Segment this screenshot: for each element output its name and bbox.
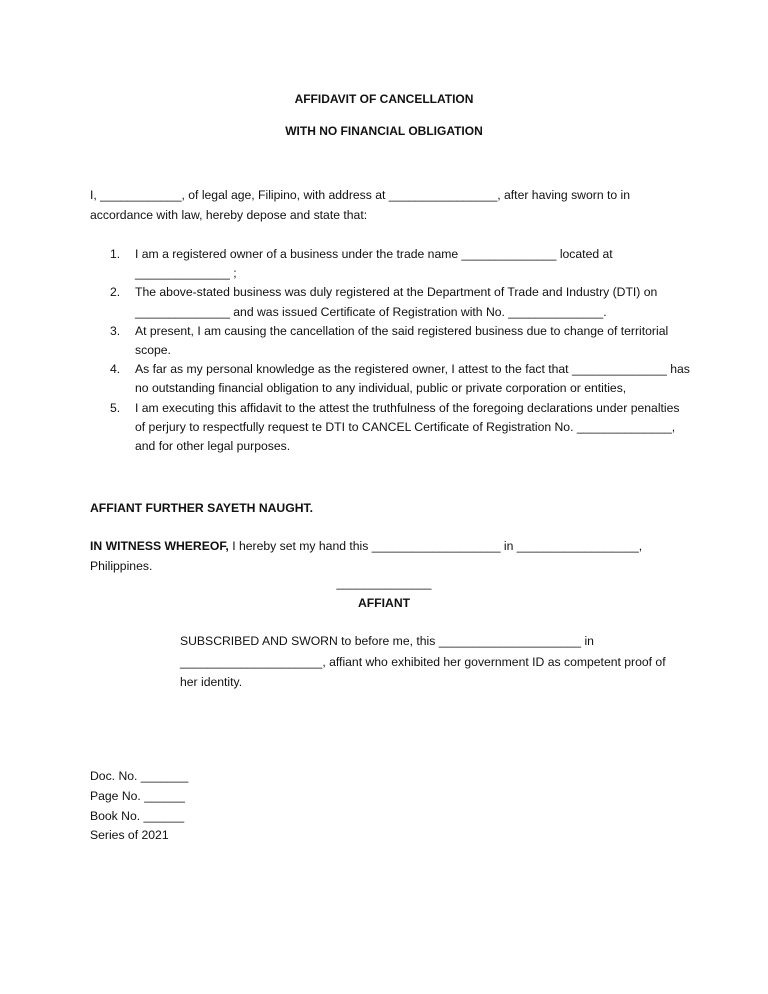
document-subtitle: WITH NO FINANCIAL OBLIGATION bbox=[285, 124, 483, 138]
sayeth-naught-statement: AFFIANT FURTHER SAYETH NAUGHT. bbox=[90, 501, 313, 515]
affiant-signature-line: ______________ bbox=[336, 576, 432, 590]
item-number: 5. bbox=[110, 400, 121, 415]
book-number: Book No. ______ bbox=[90, 808, 185, 823]
affiant-label: AFFIANT bbox=[357, 596, 411, 610]
list-item bbox=[110, 360, 690, 398]
item-number: 2. bbox=[110, 285, 121, 300]
item-text: I am a registered owner of a business under the trade name ______________ located at ______________ ; bbox=[135, 247, 613, 281]
item-text: I am executing this affidavit to the attest the truthfulness of the foregoing declarations under penalties of perjury to respectfully request te DTI to CANCEL Certificate of Registration No. ______________, and for other legal purposes. bbox=[135, 400, 680, 454]
witness-paragraph bbox=[90, 537, 690, 576]
list-item bbox=[110, 245, 690, 283]
list-item bbox=[110, 283, 690, 321]
item-number: 3. bbox=[110, 323, 121, 338]
series-year: Series of 2021 bbox=[90, 828, 169, 843]
jurat-paragraph: SUBSCRIBED AND SWORN to before me, this _____________________ in _____________________, affiant who exhibited her government ID as competent proof of her identity. bbox=[180, 634, 666, 689]
witness-heading: IN WITNESS WHEREOF, bbox=[90, 539, 229, 553]
declarations-list bbox=[110, 245, 690, 456]
item-number: 4. bbox=[110, 362, 121, 377]
item-text: At present, I am causing the cancellation of the said registered business due to change of territorial scope. bbox=[135, 323, 669, 358]
notarial-register bbox=[90, 767, 188, 846]
doc-number: Doc. No. _______ bbox=[90, 769, 189, 783]
item-number: 1. bbox=[110, 247, 121, 261]
list-item bbox=[110, 322, 690, 360]
page-number: Page No. ______ bbox=[90, 788, 185, 803]
item-text: As far as my personal knowledge as the registered owner, I attest to the fact that ______________ has no outstanding financial obligation to any individual, public or private corporation or entities, bbox=[135, 362, 690, 396]
item-text: The above-stated business was duly registered at the Department of Trade and Industry (DTI) on ______________ and was issued Certificate of Registration with No. ______________. bbox=[135, 285, 658, 319]
list-item bbox=[110, 399, 690, 457]
document-title: AFFIDAVIT OF CANCELLATION bbox=[294, 92, 474, 106]
witness-text: I hereby set my hand this ___________________ in __________________, Philippines. bbox=[90, 539, 643, 573]
intro-paragraph: I, ____________, of legal age, Filipino, with address at ________________, after having sworn to in accordance with law, hereby depose and state that: bbox=[90, 188, 631, 222]
